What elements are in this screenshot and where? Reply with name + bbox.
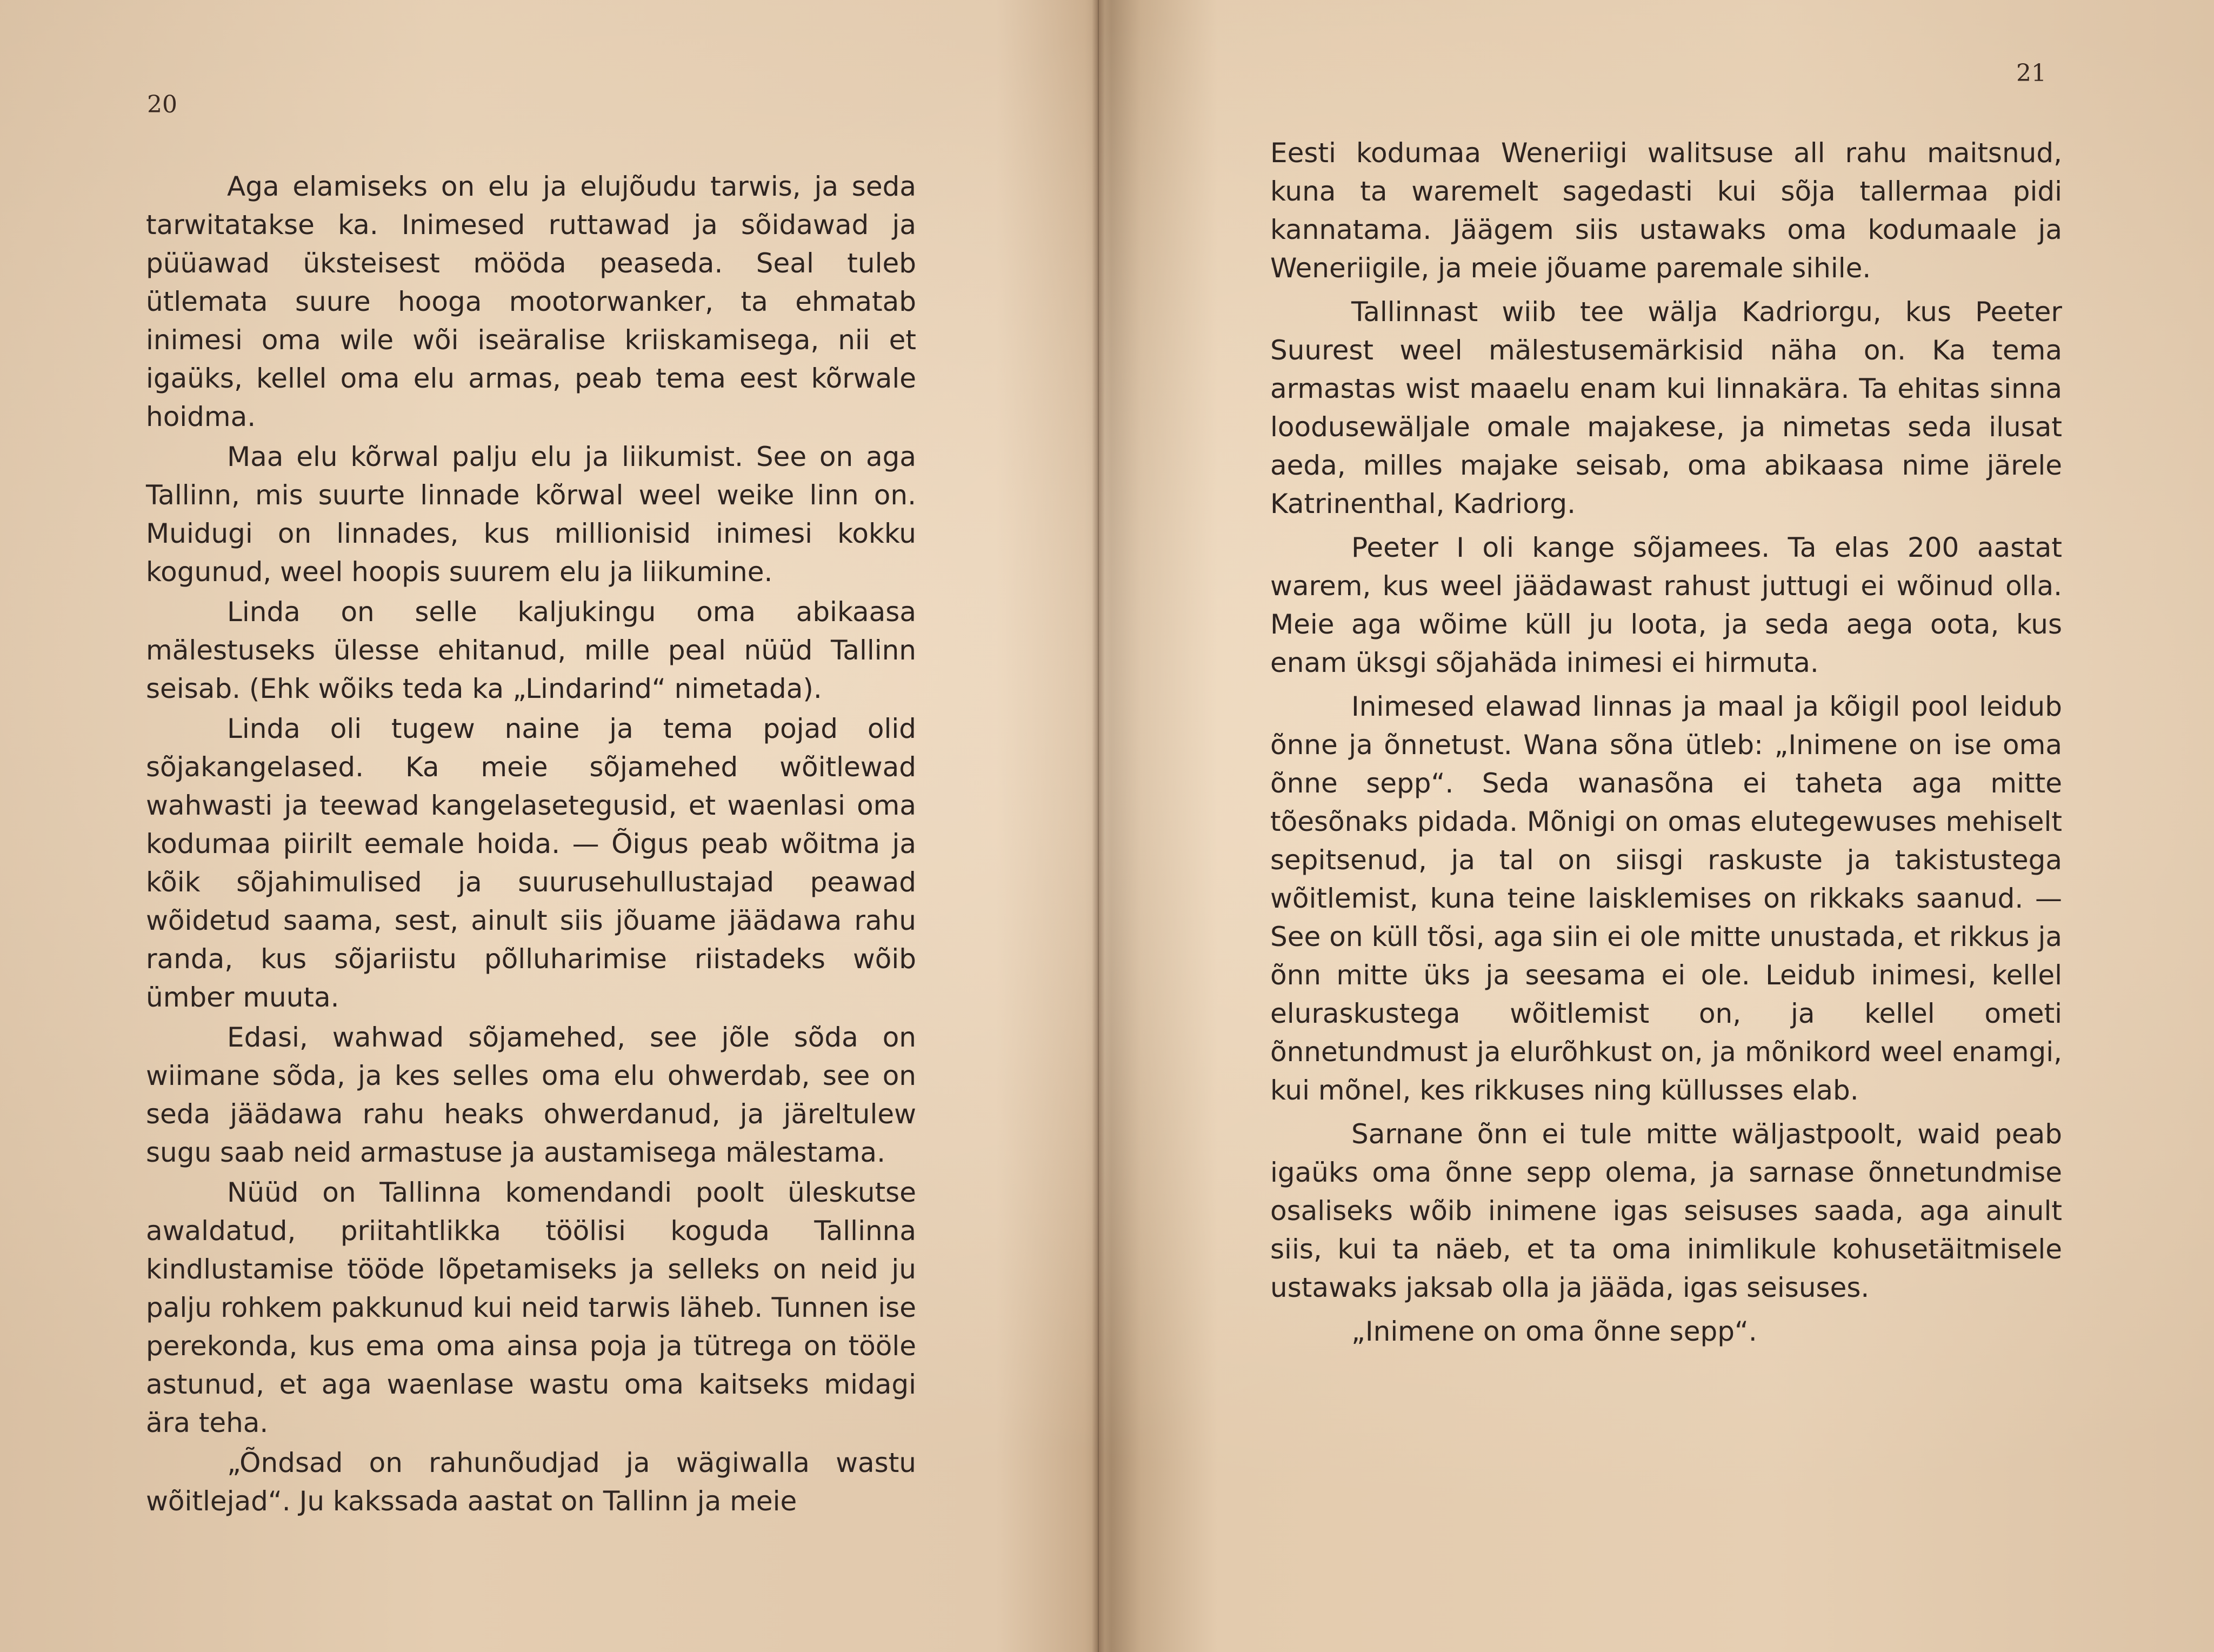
paragraph: Sarnane õnn ei tule mitte wäljastpoolt, waid peab igaüks oma õnne sepp olema, ja sarnase õnnetundmise osaliseks wõib inimene igas seisuses saada, aga ainult siis, kui ta näeb, et ta oma inimlikule kohusetäitmisele ustawaks jaksab olla ja jääda, igas seisuses. [1270, 1118, 2062, 1303]
left-page [0, 0, 1097, 1652]
paragraph: Peeter I oli kange sõjamees. Ta elas 200 aastat warem, kus weel jäädawast rahust juttugi ei wõinud olla. Meie aga wõime küll ju loota, ja seda aega oota, kus enam üksgi sõjahäda inimesi ei hirmuta. [1270, 532, 2062, 678]
continued-paragraph: Eesti kodumaa Weneriigi walitsuse all rahu maitsnud, kuna ta waremelt sagedasti kui sõja tallermaa pidi kannatama. Jäägem siis ustawaks oma kodumaale ja Weneriigile, ja meie jõuame paremale sihile. [1270, 137, 2062, 284]
paragraph: Maa elu kõrwal palju elu ja liikumist. See on aga Tallinn, mis suurte linnade kõrwal weel weike linn on. Muidugi on linnades, kus millionisid inimesi kokku kogunud, weel hoopis suurem elu ja liikumine. [146, 441, 916, 588]
paragraph: Nüüd on Tallinna komendandi poolt üleskutse awaldatud, priitahtlikka töölisi koguda Tallinna kindlustamise tööde lõpetamiseks ja selleks on neid ju palju rohkem pakkunud kui neid tarwis läheb. Tunnen ise perekonda, kus ema oma ainsa poja ja tütrega on tööle astunud, et aga waenlase wastu oma kaitseks midagi ära teha. [146, 1177, 916, 1438]
right-page-text [1270, 134, 2062, 1356]
page-number-left: 20 [147, 91, 177, 118]
paragraph: Aga elamiseks on elu ja elujõudu tarwis, ja seda tarwitatakse ka. Inimesed ruttawad ja sõidawad ja püüawad üksteisest mööda peaseda. Seal tuleb ütlemata suure hooga mootorwanker, ta ehmatab inimesi oma wile wõi iseäralise kriiskamisega, nii et igaüks, kellel oma elu armas, peab tema eest kõrwale hoidma. [146, 171, 916, 432]
paragraph: Linda on selle kaljukingu oma abikaasa mälestuseks ülesse ehitanud, mille peal nüüd Tallinn seisab. (Ehk wõiks teda ka „Lindarind“ nimetada). [146, 596, 916, 704]
paragraph: Tallinnast wiib tee wälja Kadriorgu, kus Peeter Suurest weel mälestusemärkisid näha on. Ka tema armastas wist maaelu enam kui linnakära. Ta ehitas sinna loodusewäljale omale majakese, ja nimetas seda ilusat aeda, milles majake seisab, oma abikaasa nime järele Katrinenthal, Kadriorg. [1270, 296, 2062, 519]
left-page-text [146, 168, 916, 1522]
paragraph: Linda oli tugew naine ja tema pojad olid sõjakangelased. Ka meie sõjamehed wõitlewad wahwasti ja teewad kangelasetegusid, et waenlasi oma kodumaa piirilt eemale hoida. — Õigus peab wõitma ja kõik sõjahimulised ja suurusehullustajad peawad wõidetud saama, sest, ainult siis jõuame jäädawa rahu randa, kus sõjariistu põlluharimise riistadeks wõib ümber muuta. [146, 713, 916, 1013]
paragraph: Edasi, wahwad sõjamehed, see jõle sõda on wiimane sõda, ja kes selles oma elu ohwerdab, see on seda jäädawa rahu heaks ohwerdanud, ja järeltulew sugu saab neid armastuse ja austamisega mälestama. [146, 1022, 916, 1168]
paragraph: „Õndsad on rahunõudjad ja wägiwalla wastu wõitlejad“. Ju kakssada aastat on Tallinn ja meie [146, 1447, 916, 1517]
paragraph: „Inimene on oma õnne sepp“. [1351, 1316, 1757, 1347]
right-page [1103, 0, 2214, 1652]
page-number-right: 21 [2016, 59, 2046, 87]
paragraph: Inimesed elawad linnas ja maal ja kõigil pool leidub õnne ja õnnetust. Wana sõna ütleb: „Inimene on ise oma õnne sepp“. Seda wanasõna ei taheta aga mitte tõesõnaks pidada. Mõnigi on omas elutegewuses mehiselt sepitsenud, ja tal on siisgi raskuste ja takistustega wõitlemist, kuna teine laisklemises on rikkaks saanud. — See on küll tõsi, aga siin ei ole mitte unustada, et rikkus ja õnn mitte üks ja seesama ei ole. Leidub inimesi, kellel eluraskustega wõitlemist on, ja kellel ometi õnnetundmust ja elurõhkust on, ja mõnikord weel enamgi, kui mõnel, kes rikkuses ning küllusses elab. [1270, 691, 2062, 1106]
